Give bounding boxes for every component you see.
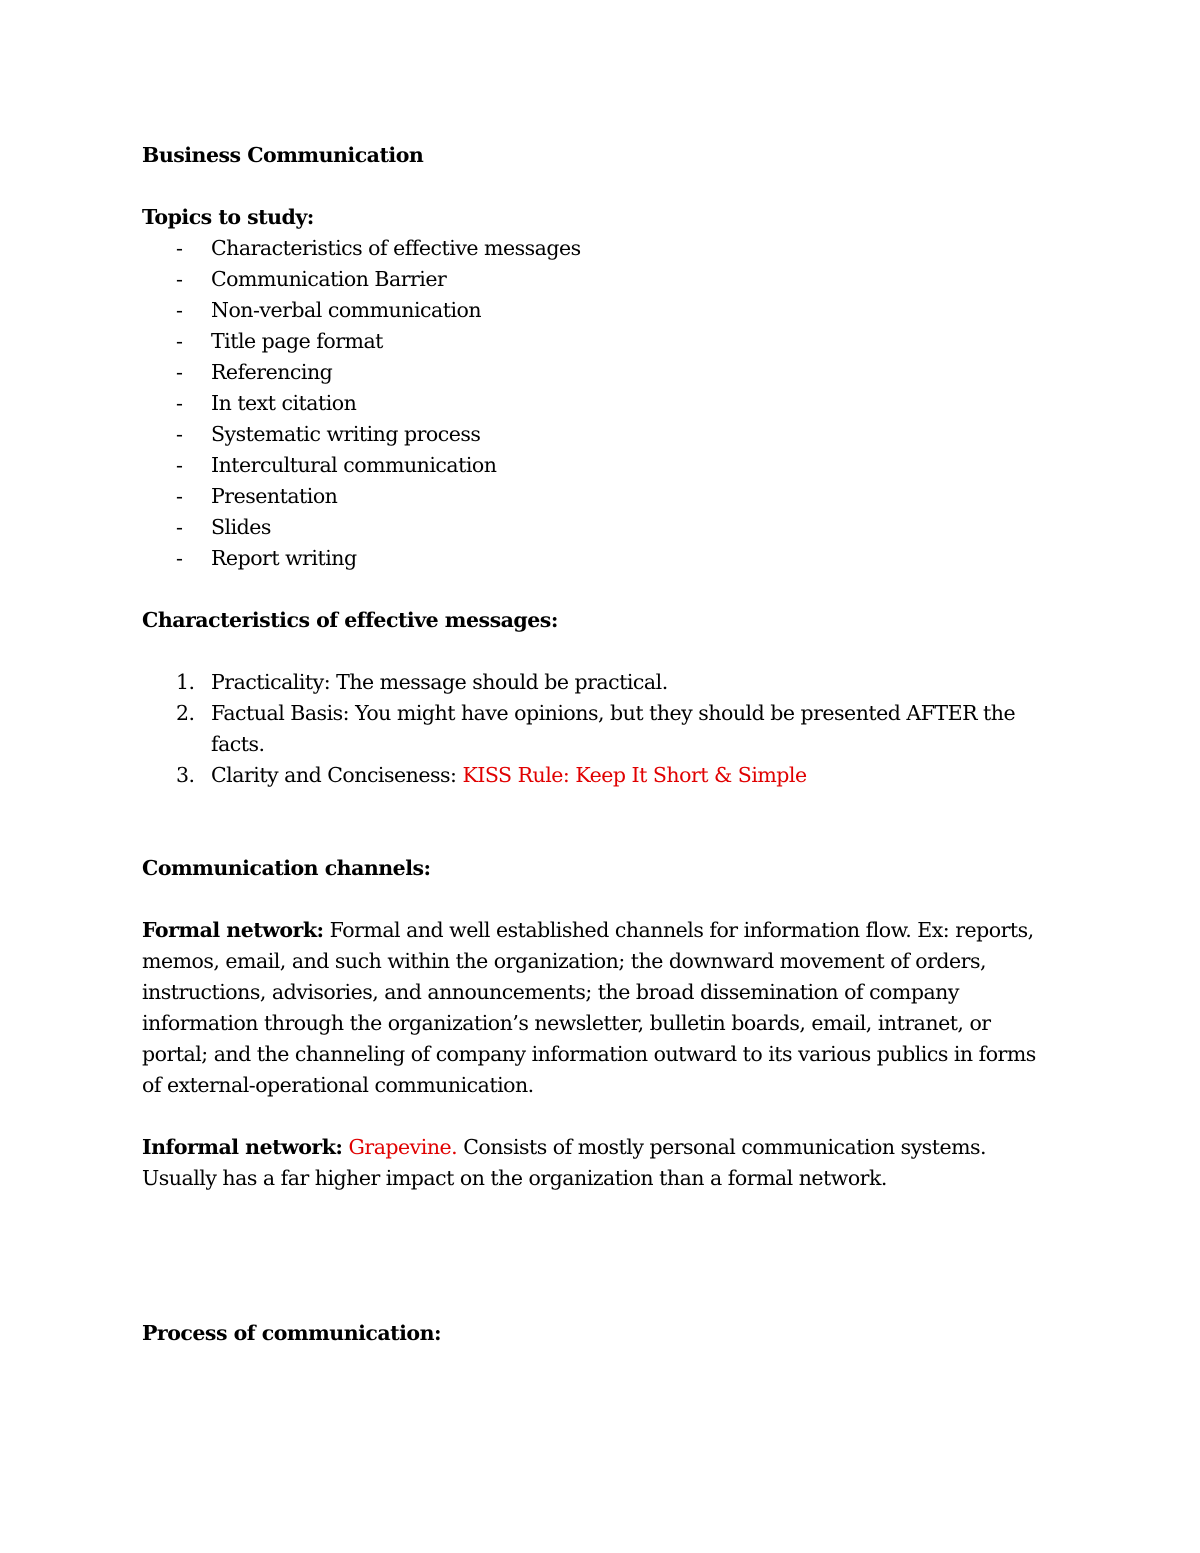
kiss-rule-highlight: KISS Rule: Keep It Short & Simple bbox=[462, 763, 807, 787]
list-item: - Communication Barrier bbox=[176, 267, 447, 291]
document-body bbox=[142, 140, 1042, 1349]
grapevine-highlight: Grapevine. bbox=[348, 1135, 458, 1159]
topics-heading: Topics to study: bbox=[142, 205, 314, 229]
list-item: - In text citation bbox=[176, 391, 357, 415]
characteristics-list bbox=[142, 667, 1042, 791]
informal-network-paragraph: Informal network: Grapevine. Consists of mostly personal communication systems. Usually has a far higher impact on the organization than a formal network. bbox=[142, 1135, 987, 1190]
list-item: - Presentation bbox=[176, 484, 338, 508]
list-item: - Non-verbal communication bbox=[176, 298, 482, 322]
list-item: 1. Practicality: The message should be practical. bbox=[176, 670, 668, 694]
list-item: - Intercultural communication bbox=[176, 453, 497, 477]
list-item: - Characteristics of effective messages bbox=[176, 236, 581, 260]
list-item: - Title page format bbox=[176, 329, 383, 353]
list-item: - Referencing bbox=[176, 360, 333, 384]
formal-network-label: Formal network: bbox=[142, 918, 324, 942]
formal-network-paragraph: Formal network: Formal and well established channels for information flow. Ex: reports, memos, email, and such within the organization; the downward movement of orders, instructions, advisories, and announcements; the broad dissemination of company information through the organization’s newsletter, bulletin boards, email, intranet, or portal; and the channeling of company information outward to its various publics in forms of external-operational communication. bbox=[142, 918, 1036, 1097]
channels-heading: Communication channels: bbox=[142, 856, 431, 880]
informal-network-label: Informal network: bbox=[142, 1135, 343, 1159]
list-item: 2. Factual Basis: You might have opinions, but they should be presented AFTER the facts. bbox=[176, 701, 1016, 756]
list-item: - Systematic writing process bbox=[176, 422, 481, 446]
list-item: 3. Clarity and Conciseness: KISS Rule: Keep It Short & Simple bbox=[176, 763, 807, 787]
document-title: Business Communication bbox=[142, 143, 424, 167]
topics-list bbox=[142, 233, 1042, 574]
characteristics-heading: Characteristics of effective messages: bbox=[142, 608, 558, 632]
list-item: - Report writing bbox=[176, 546, 357, 570]
list-item: - Slides bbox=[176, 515, 271, 539]
process-heading: Process of communication: bbox=[142, 1321, 442, 1345]
